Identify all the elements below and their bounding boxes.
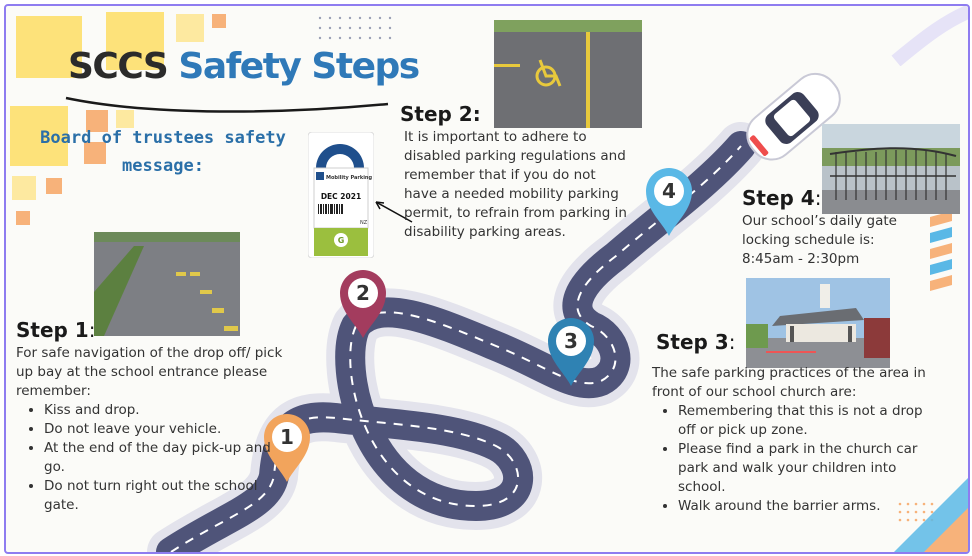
step-1-list (16, 401, 286, 515)
list-item: • Please find a park in the church car park and walk your children into school. (678, 440, 934, 497)
step-1-heading: Step 1: (16, 318, 96, 342)
pin-4 (644, 166, 694, 238)
step-3-heading: Step 3: (656, 330, 736, 354)
step-4-body (742, 212, 912, 269)
permit-code: NZ (360, 220, 368, 226)
poster (4, 4, 970, 554)
photo-school-church (746, 278, 890, 368)
pin-2 (338, 268, 388, 340)
step-1-intro: For safe navigation of the drop off/ pick up bay at the school entrance please remember: (16, 345, 283, 399)
list-item: • Do not leave your vehicle. (44, 420, 286, 439)
list-item: • Remembering that this is not a drop off or pick up zone. (678, 402, 934, 440)
permit-expiry: DEC 2021 (320, 192, 362, 201)
list-item: • Walk around the barrier arms. (678, 497, 934, 516)
pin-1-number: 1 (280, 425, 294, 449)
list-item: • Kiss and drop. (44, 401, 286, 420)
step-4-heading-text: Step 4 (742, 186, 815, 210)
permit-header: Mobility Parking (326, 175, 373, 181)
step-1-heading-text: Step 1 (16, 318, 89, 342)
step-2-heading: Step 2: (400, 102, 481, 126)
pin-2-number: 2 (356, 281, 370, 305)
photo-school-gate (822, 124, 960, 214)
step-4-time: 8:45am - 2:30pm (742, 251, 860, 267)
pin-4-number: 4 (662, 179, 676, 203)
subtitle: Board of trustees safety message: (40, 128, 286, 176)
step-4-heading: Step 4: (742, 186, 822, 210)
title-part-safety-steps: Safety Steps (178, 46, 419, 87)
step-3-intro: The safe parking practices of the area in front of our school church are: (652, 365, 926, 400)
photo-drop-off-bay (94, 232, 240, 336)
list-item: • Do not turn right out the school gate. (44, 477, 286, 515)
permit-footer: G (337, 236, 345, 245)
step-4-intro: Our school’s daily gate locking schedule is: (742, 213, 897, 248)
pin-3 (546, 316, 596, 388)
step-3-heading-text: Step 3 (656, 330, 729, 354)
step-2-body: It is important to adhere to disabled parking regulations and remember that if you do not have a needed mobility parking permit, to refrain from parking in disability parking areas. (404, 129, 627, 240)
step-1-body (16, 344, 286, 515)
list-item: • At the end of the day pick-up and go. (44, 439, 286, 477)
photo-disabled-parking (494, 20, 642, 128)
pin-3-number: 3 (564, 329, 578, 353)
title-part-school: SCCS (68, 46, 168, 87)
step-3-list (652, 402, 934, 516)
step-3-body (652, 364, 934, 516)
mobility-parking-permit (308, 132, 374, 258)
